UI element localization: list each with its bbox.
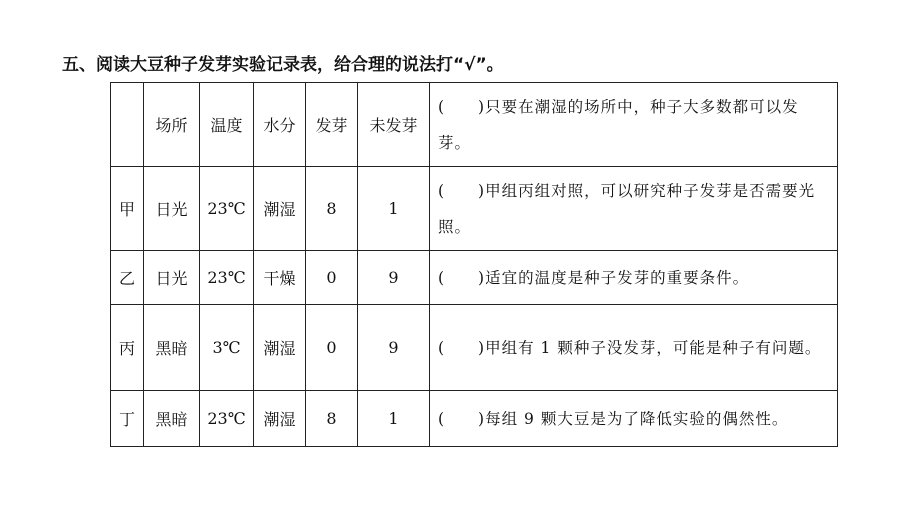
statement-cell bbox=[430, 305, 838, 391]
not-sprouted-cell: 1 bbox=[358, 391, 430, 447]
answer-blank[interactable]: ( ) bbox=[438, 409, 486, 428]
not-sprouted-cell: 9 bbox=[358, 251, 430, 305]
group-cell: 甲 bbox=[111, 167, 144, 251]
place-cell: 黑暗 bbox=[144, 305, 200, 391]
group-cell: 丙 bbox=[111, 305, 144, 391]
statement-cell bbox=[430, 251, 838, 305]
group-cell: 乙 bbox=[111, 251, 144, 305]
answer-blank[interactable]: ( ) bbox=[438, 268, 486, 287]
temp-cell: 3℃ bbox=[200, 305, 254, 391]
not-sprouted-cell: 1 bbox=[358, 167, 430, 251]
table-row bbox=[111, 391, 838, 447]
table-row bbox=[111, 305, 838, 391]
answer-blank[interactable]: ( ) bbox=[438, 338, 486, 357]
header-cell-place: 场所 bbox=[144, 83, 200, 167]
header-cell-sprouted: 发芽 bbox=[306, 83, 358, 167]
sprouted-cell: 0 bbox=[306, 305, 358, 391]
water-cell: 潮湿 bbox=[254, 167, 306, 251]
water-cell: 潮湿 bbox=[254, 391, 306, 447]
water-cell: 潮湿 bbox=[254, 305, 306, 391]
statement-text: 适宜的温度是种子发芽的重要条件。 bbox=[485, 268, 750, 287]
question-title: 五、阅读大豆种子发芽实验记录表，给合理的说法打“√”。 bbox=[62, 55, 504, 75]
answer-blank[interactable]: ( ) bbox=[438, 181, 486, 200]
answer-blank[interactable]: ( ) bbox=[438, 97, 486, 116]
sprouted-cell: 8 bbox=[306, 391, 358, 447]
header-cell-not-sprouted: 未发芽 bbox=[358, 83, 430, 167]
statement-cell bbox=[430, 391, 838, 447]
table-row bbox=[111, 167, 838, 251]
temp-cell: 23℃ bbox=[200, 391, 254, 447]
statement-text: 甲组有 1 颗种子没发芽，可能是种子有问题。 bbox=[485, 338, 822, 357]
statement-text: 只要在潮湿的场所中，种子大多数都可以发芽。 bbox=[438, 97, 799, 152]
statement-text: 甲组丙组对照，可以研究种子发芽是否需要光照。 bbox=[438, 181, 816, 236]
table-row bbox=[111, 251, 838, 305]
group-cell: 丁 bbox=[111, 391, 144, 447]
water-cell: 干燥 bbox=[254, 251, 306, 305]
temp-cell: 23℃ bbox=[200, 167, 254, 251]
temp-cell: 23℃ bbox=[200, 251, 254, 305]
sprouted-cell: 0 bbox=[306, 251, 358, 305]
statement-cell bbox=[430, 83, 838, 167]
header-cell-temp: 温度 bbox=[200, 83, 254, 167]
header-cell-group bbox=[111, 83, 144, 167]
place-cell: 日光 bbox=[144, 167, 200, 251]
not-sprouted-cell: 9 bbox=[358, 305, 430, 391]
place-cell: 日光 bbox=[144, 251, 200, 305]
place-cell: 黑暗 bbox=[144, 391, 200, 447]
statement-cell bbox=[430, 167, 838, 251]
seed-germination-table bbox=[110, 82, 838, 447]
table-header-row bbox=[111, 83, 838, 167]
header-cell-water: 水分 bbox=[254, 83, 306, 167]
statement-text: 每组 9 颗大豆是为了降低实验的偶然性。 bbox=[485, 409, 789, 428]
sprouted-cell: 8 bbox=[306, 167, 358, 251]
